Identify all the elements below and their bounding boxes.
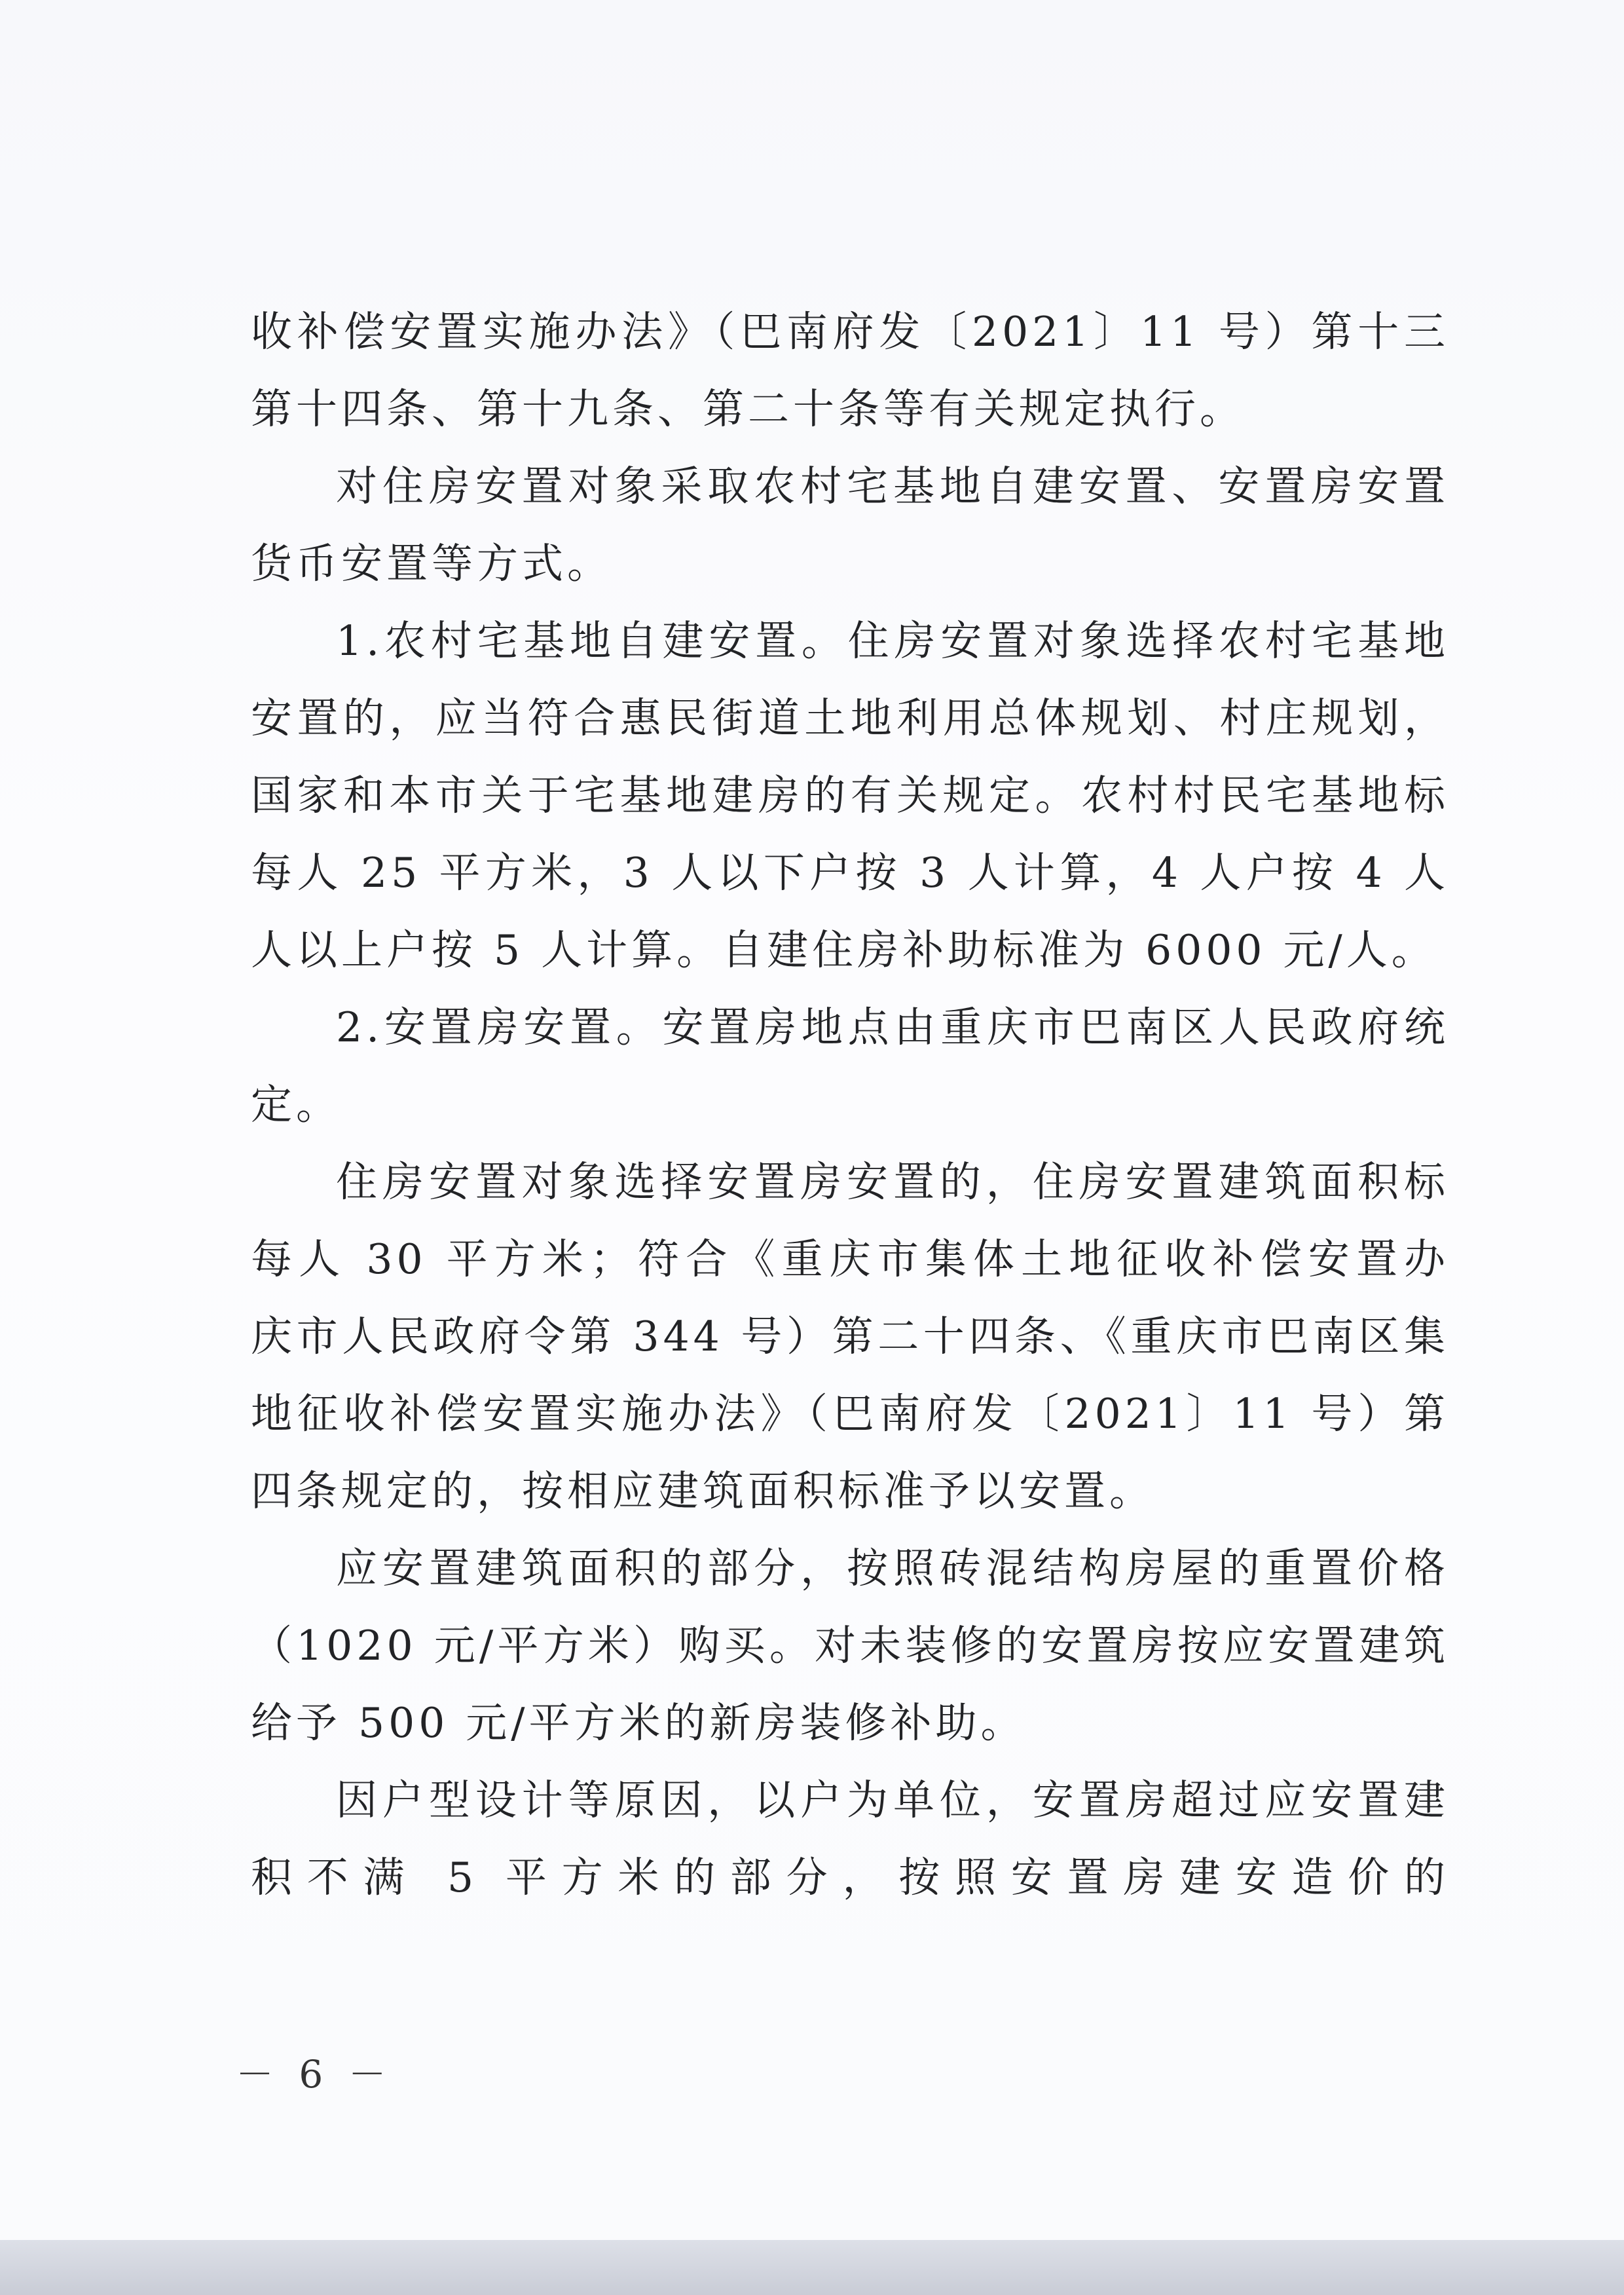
text-line: 安置的，应当符合惠民街道土地利用总体规划、村庄规划， [251, 694, 1449, 742]
paragraph-first-line: 因户型设计等原因，以户为单位，安置房超过应安置建 [336, 1776, 1449, 1824]
scan-bottom-edge [0, 2240, 1624, 2295]
paragraph-first-line: 应安置建筑面积的部分，按照砖混结构房屋的重置价格 [336, 1544, 1449, 1592]
text-line: 定。 [251, 1081, 341, 1129]
paragraph-first-line: 住房安置对象选择安置房安置的，住房安置建筑面积标 [336, 1158, 1449, 1206]
text-line: 收补偿安置实施办法》（巴南府发〔2021〕11 号）第十三 [251, 308, 1449, 356]
page-number: － 6 － [236, 2052, 393, 2097]
paragraph-first-line: 1.农村宅基地自建安置。住房安置对象选择农村宅基地 [336, 617, 1449, 665]
text-line: 货币安置等方式。 [251, 540, 612, 588]
text-line: 积不满 5 平方米的部分，按照安置房建安造价的 [251, 1854, 1449, 1901]
body-text [251, 293, 1449, 1916]
text-line: 给予 500 元/平方米的新房装修补助。 [251, 1699, 1026, 1747]
text-line: 人以上户按 5 人计算。自建住房补助标准为 6000 元/人。 [251, 926, 1437, 974]
text-line: 每人 25 平方米，3 人以下户按 3 人计算，4 人户按 4 人 [251, 849, 1449, 897]
paragraph-first-line: 2.安置房安置。安置房地点由重庆市巴南区人民政府统 [336, 1003, 1449, 1051]
paragraph-first-line: 对住房安置对象采取农村宅基地自建安置、安置房安置 [336, 462, 1449, 510]
text-line: （1020 元/平方米）购买。对未装修的安置房按应安置建筑 [251, 1622, 1449, 1670]
text-line: 地征收补偿安置实施办法》（巴南府发〔2021〕11 号）第 [251, 1390, 1449, 1438]
text-line: 每人 30 平方米；符合《重庆市集体土地征收补偿安置办 [251, 1235, 1449, 1283]
text-line: 国家和本市关于宅基地建房的有关规定。农村村民宅基地标 [251, 772, 1449, 819]
text-line: 庆市人民政府令第 344 号）第二十四条、《重庆市巴南区集 [251, 1313, 1449, 1360]
text-line: 四条规定的，按相应建筑面积标准予以安置。 [251, 1467, 1154, 1515]
text-line: 第十四条、第十九条、第二十条等有关规定执行。 [251, 385, 1245, 433]
